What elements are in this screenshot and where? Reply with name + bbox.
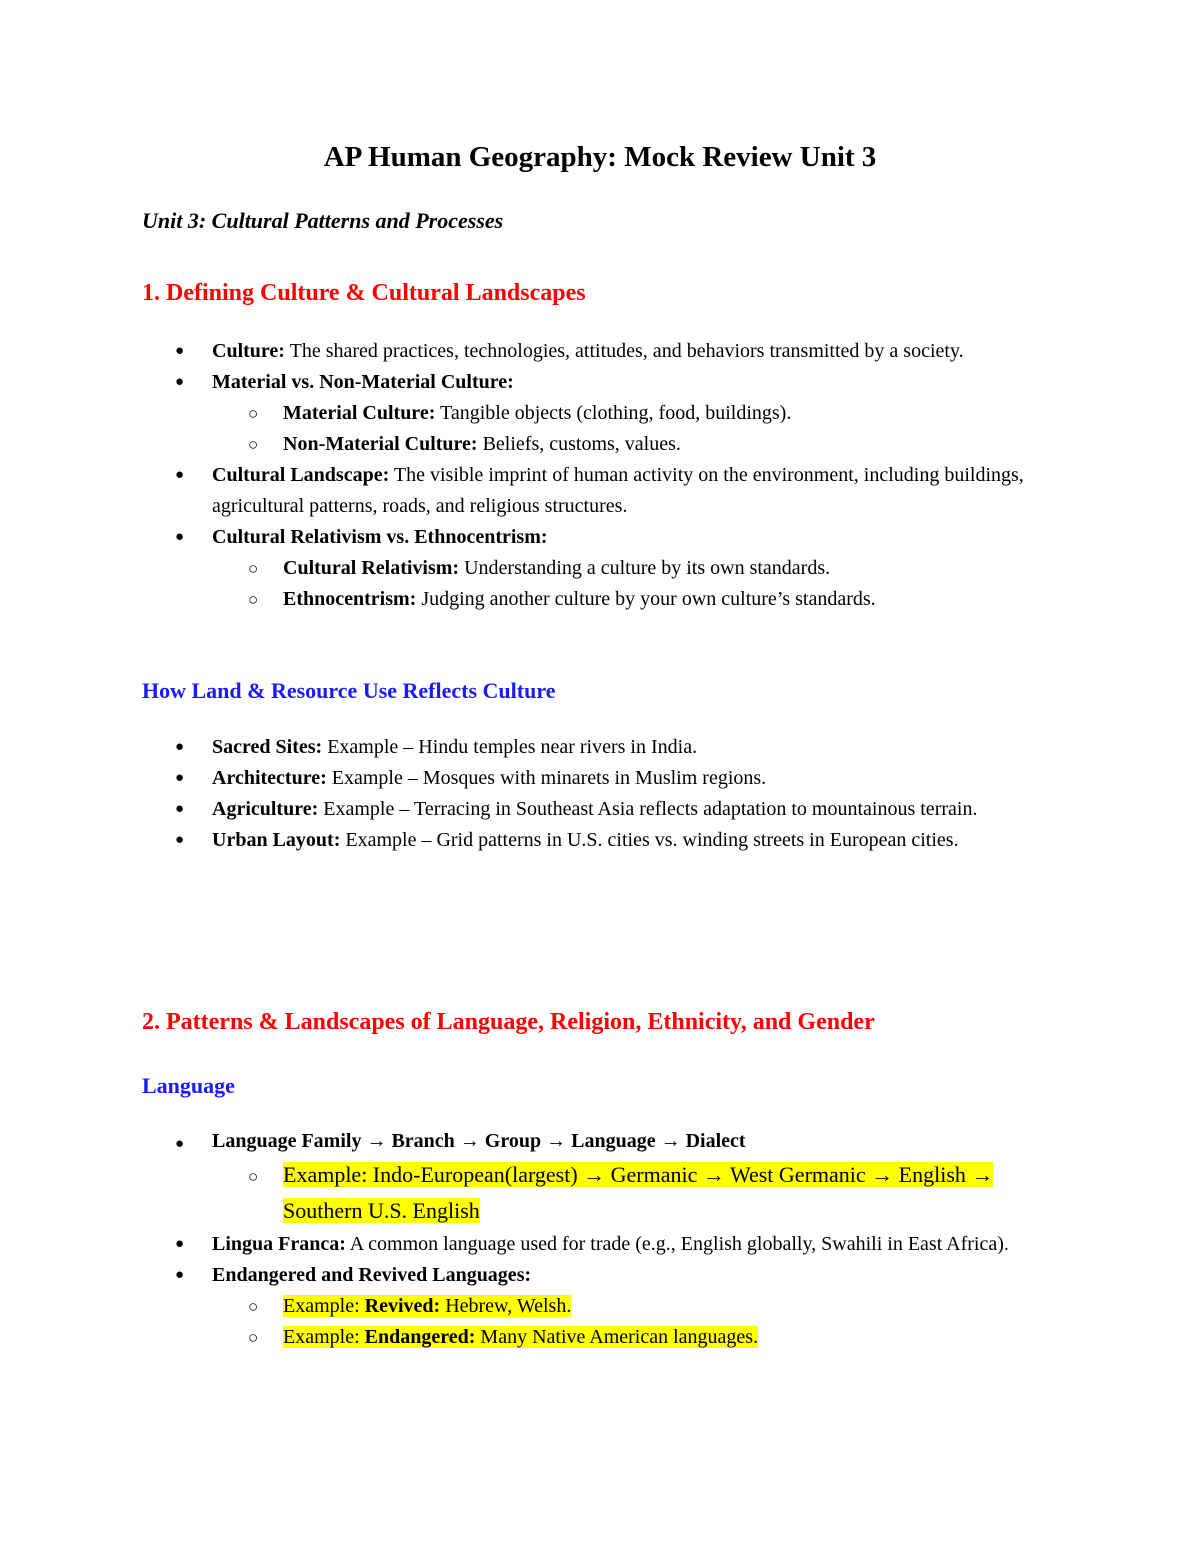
highlighted-example <box>283 1295 571 1317</box>
page-subtitle: Unit 3: Cultural Patterns and Processes <box>142 208 504 233</box>
list-item <box>0 732 1200 763</box>
list-item <box>0 460 1200 522</box>
land-use-heading: How Land & Resource Use Reflects Culture <box>142 678 556 703</box>
bullet-icon: ● <box>175 770 185 786</box>
example-prefix: Example: <box>283 1326 365 1348</box>
bullet-icon: ● <box>175 1136 185 1152</box>
term: Urban Layout: <box>212 829 341 851</box>
sub-list-item <box>0 398 1060 429</box>
definition: Example – Mosques with minarets in Muslim regions. <box>326 767 767 789</box>
list-item <box>0 1229 1200 1260</box>
term: Cultural Landscape: <box>212 464 390 486</box>
term: Revived: <box>364 1295 441 1317</box>
sub-list-item <box>0 1291 1060 1322</box>
term: Culture: <box>212 340 285 362</box>
bullet-icon: ● <box>175 801 185 817</box>
bullet-icon: ● <box>175 343 185 359</box>
term: Endangered: <box>364 1326 476 1348</box>
list-item <box>0 1260 1200 1353</box>
sub-list-item <box>0 1322 1060 1353</box>
definition: Example – Grid patterns in U.S. cities vs. winding streets in European cities. <box>340 829 959 851</box>
circle-bullet-icon: ○ <box>248 1328 259 1347</box>
bullet-icon: ● <box>175 1236 185 1252</box>
circle-bullet-icon: ○ <box>248 435 259 454</box>
circle-bullet-icon: ○ <box>248 590 259 609</box>
definition: Hebrew, Welsh. <box>440 1295 572 1317</box>
sub-list-item <box>0 584 1060 615</box>
definition: The visible imprint of human activity on the environment, including buildings, agricultural patterns, roads, and religious structures. <box>212 464 1024 517</box>
definition: Example – Terracing in Southeast Asia reflects adaptation to mountainous terrain. <box>318 798 978 820</box>
definition: Example – Hindu temples near rivers in India. <box>322 736 698 758</box>
bullet-icon: ● <box>175 374 185 390</box>
circle-bullet-icon: ○ <box>248 1297 259 1316</box>
term: Cultural Relativism vs. Ethnocentrism: <box>212 526 548 548</box>
language-family-chain: Language Family → Branch → Group → Language → Dialect <box>212 1130 746 1152</box>
sub-list <box>212 1157 1060 1229</box>
definition: Beliefs, customs, values. <box>477 433 681 455</box>
definition: Understanding a culture by its own standards. <box>459 557 831 579</box>
sub-list <box>212 398 1060 460</box>
bullet-icon: ● <box>175 832 185 848</box>
term: Non-Material Culture: <box>283 433 478 455</box>
definition: Many Native American languages. <box>475 1326 759 1348</box>
bullet-icon: ● <box>175 467 185 483</box>
term: Material vs. Non-Material Culture: <box>212 371 514 393</box>
term: Agriculture: <box>212 798 319 820</box>
land-use-list <box>0 732 1200 856</box>
section2-heading: 2. Patterns & Landscapes of Language, Religion, Ethnicity, and Gender <box>142 1009 875 1035</box>
bullet-icon: ● <box>175 1267 185 1283</box>
term: Endangered and Revived Languages: <box>212 1264 532 1286</box>
list-item <box>0 367 1200 460</box>
term: Ethnocentrism: <box>283 588 417 610</box>
circle-bullet-icon: ○ <box>248 1167 259 1186</box>
term: Lingua Franca: <box>212 1233 346 1255</box>
definition: The shared practices, technologies, attitudes, and behaviors transmitted by a society. <box>284 340 964 362</box>
language-list <box>0 1126 1200 1353</box>
section1-list <box>0 336 1200 615</box>
term: Material Culture: <box>283 402 436 424</box>
list-item <box>0 794 1200 825</box>
list-item <box>0 522 1200 615</box>
highlighted-example <box>283 1326 758 1348</box>
section1-heading: 1. Defining Culture & Cultural Landscapes <box>142 280 586 306</box>
list-item <box>0 825 1200 856</box>
language-heading: Language <box>142 1073 235 1098</box>
bullet-icon: ● <box>175 529 185 545</box>
term: Architecture: <box>212 767 327 789</box>
sub-list <box>212 1291 1060 1353</box>
sub-list <box>212 553 1060 615</box>
term: Cultural Relativism: <box>283 557 460 579</box>
highlighted-example: Example: Indo-European(largest) → Germanic → West Germanic → English → Southern U.S. English <box>283 1162 994 1223</box>
sub-list-item <box>0 1157 1060 1229</box>
list-item <box>0 1126 1200 1229</box>
list-item <box>0 336 1200 367</box>
definition: A common language used for trade (e.g., English globally, Swahili in East Africa). <box>345 1233 1009 1255</box>
sub-list-item <box>0 553 1060 584</box>
definition: Tangible objects (clothing, food, buildings). <box>435 402 792 424</box>
page-title: AP Human Geography: Mock Review Unit 3 <box>323 141 877 173</box>
definition: Judging another culture by your own culture’s standards. <box>416 588 876 610</box>
example-prefix: Example: <box>283 1295 365 1317</box>
sub-list-item <box>0 429 1060 460</box>
list-item <box>0 763 1200 794</box>
term: Sacred Sites: <box>212 736 323 758</box>
circle-bullet-icon: ○ <box>248 404 259 423</box>
circle-bullet-icon: ○ <box>248 559 259 578</box>
bullet-icon: ● <box>175 739 185 755</box>
